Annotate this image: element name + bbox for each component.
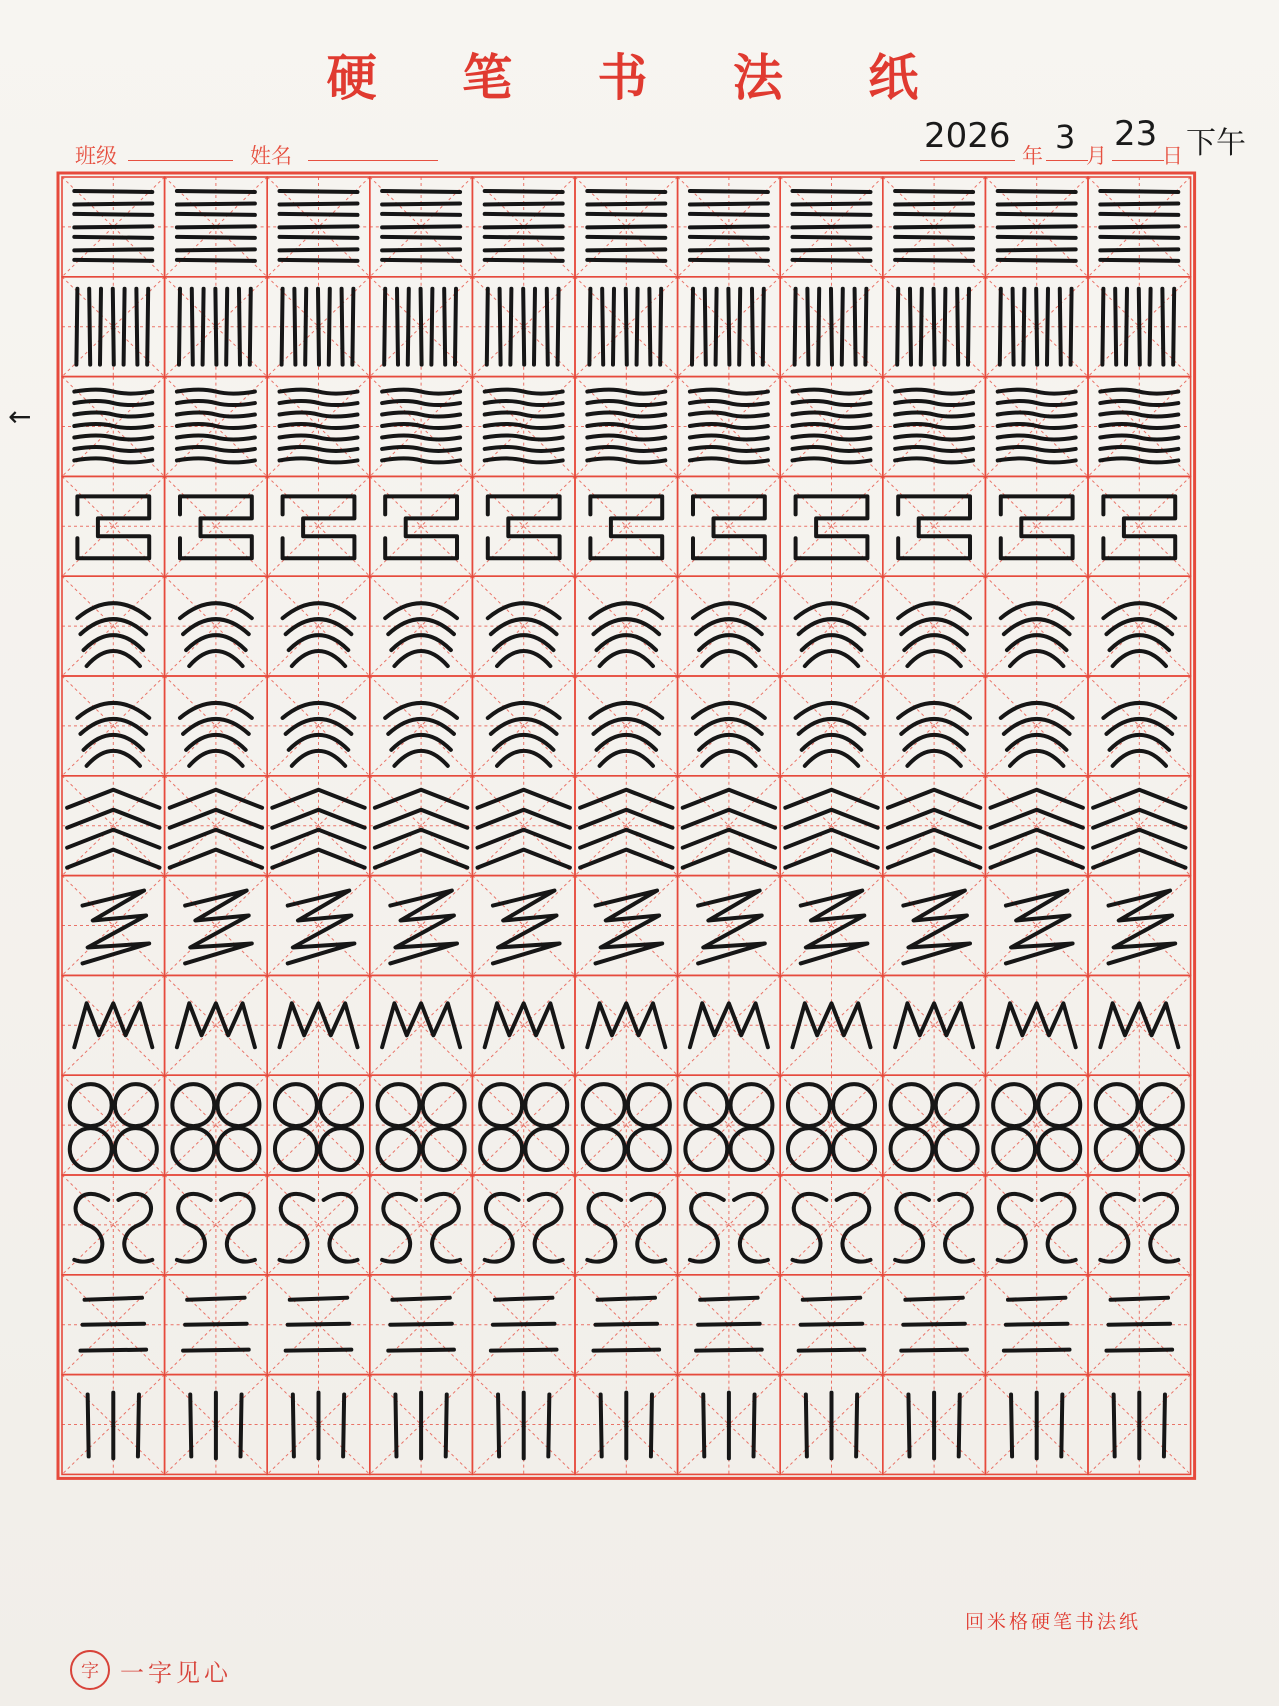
stroke-zigzag	[801, 891, 868, 964]
date-month: 3	[1055, 118, 1076, 156]
stroke-three-vertical	[601, 1393, 652, 1459]
stroke-zigzag	[390, 891, 457, 964]
margin-arrow-mark: ←	[8, 400, 32, 433]
stroke-circles	[480, 1084, 567, 1170]
stroke-circles	[1096, 1084, 1183, 1170]
month-unit: 月	[1086, 144, 1107, 168]
stroke-zigzag	[288, 891, 355, 964]
sheet-title: 硬 笔 书 法 纸	[326, 48, 953, 107]
stroke-circles	[685, 1084, 772, 1170]
stroke-three-vertical	[908, 1393, 959, 1459]
stroke-zigzag	[1109, 891, 1176, 964]
stroke-circles	[993, 1084, 1080, 1170]
footer-brand-text: 回米格硬笔书法纸	[965, 1611, 1142, 1633]
stroke-circles	[70, 1084, 157, 1170]
stroke-three-vertical	[703, 1393, 754, 1459]
logo-text: 一字见心	[120, 1658, 232, 1687]
guide-lines	[62, 177, 1191, 1474]
stroke-circles	[172, 1084, 259, 1170]
stroke-circles	[275, 1084, 362, 1170]
stroke-zigzag	[1006, 891, 1073, 964]
stroke-zigzag	[83, 891, 150, 964]
stroke-three-vertical	[190, 1393, 241, 1459]
seal-icon: 字	[70, 1650, 110, 1690]
stroke-three-vertical	[88, 1393, 139, 1459]
class-label: 班级	[75, 144, 117, 168]
date-year: 2026	[924, 116, 1011, 156]
stroke-circles	[378, 1084, 465, 1170]
stroke-three-vertical	[1011, 1393, 1062, 1459]
stroke-zigzag	[698, 891, 765, 964]
stroke-three-vertical	[1114, 1393, 1165, 1459]
day-unit: 日	[1162, 144, 1183, 168]
date-day: 23	[1114, 114, 1158, 154]
brand-logo	[70, 1650, 232, 1690]
year-unit: 年	[1022, 144, 1043, 168]
stroke-circles	[788, 1084, 875, 1170]
stroke-zigzag	[493, 891, 560, 964]
stroke-three-vertical	[498, 1393, 549, 1459]
name-label: 姓名	[250, 144, 292, 168]
stroke-circles	[891, 1084, 978, 1170]
stroke-three-vertical	[293, 1393, 344, 1459]
stroke-zigzag	[596, 891, 663, 964]
date-period: 下午	[1186, 126, 1246, 161]
stroke-three-vertical	[806, 1393, 857, 1459]
stroke-zigzag	[903, 891, 970, 964]
stroke-zigzag	[185, 891, 252, 964]
stroke-circles	[583, 1084, 670, 1170]
stroke-three-vertical	[395, 1393, 446, 1459]
